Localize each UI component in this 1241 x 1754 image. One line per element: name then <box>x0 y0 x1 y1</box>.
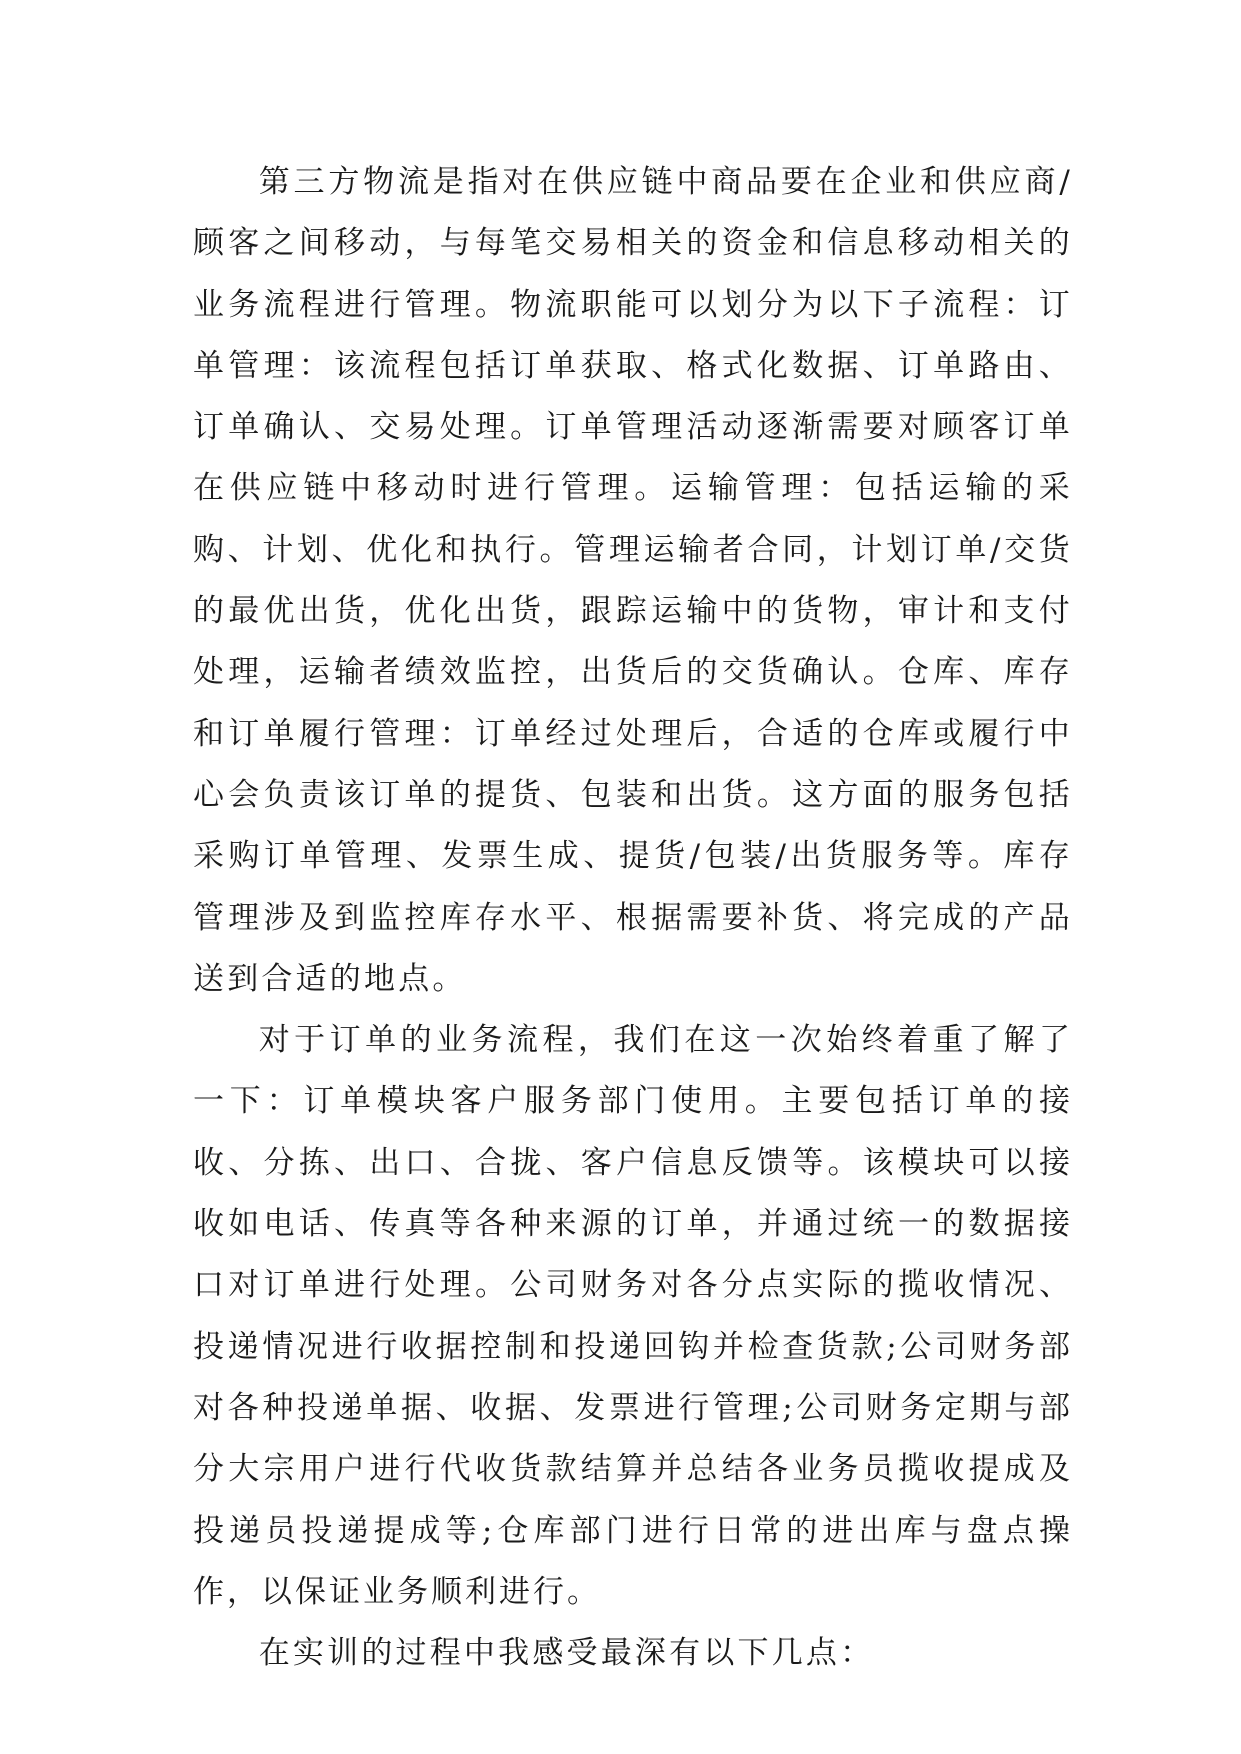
paragraph-logistics-definition: 第三方物流是指对在供应链中商品要在企业和供应商/顾客之间移动，与每笔交易相关的资金和信息移动相关的业务流程进行管理。物流职能可以划分为以下子流程：订单管理：该流程包括订单获取、格式化数据、订单路由、订单确认、交易处理。订单管理活动逐渐需要对顾客订单在供应链中移动时进行管理。运输管理：包括运输的采购、计划、优化和执行。管理运输者合同，计划订单/交货的最优出货，优化出货，跟踪运输中的货物，审计和支付处理，运输者绩效监控，出货后的交货确认。仓库、库存和订单履行管理：订单经过处理后，合适的仓库或履行中心会负责该订单的提货、包装和出货。这方面的服务包括采购订单管理、发票生成、提货/包装/出货服务等。库存管理涉及到监控库存水平、根据需要补货、将完成的产品送到合适的地点。 <box>193 164 1073 997</box>
document-body <box>193 152 1073 1684</box>
paragraph-order-process: 对于订单的业务流程，我们在这一次始终着重了解了一下：订单模块客户服务部门使用。主要包括订单的接收、分拣、出口、合拢、客户信息反馈等。该模块可以接收如电话、传真等各种来源的订单，并通过统一的数据接口对订单进行处理。公司财务对各分点实际的揽收情况、投递情况进行收据控制和投递回钩并检查货款;公司财务部对各种投递单据、收据、发票进行管理;公司财务定期与部分大宗用户进行代收货款结算并总结各业务员揽收提成及投递员投递提成等;仓库部门进行日常的进出库与盘点操作，以保证业务顺利进行。 <box>193 1022 1073 1610</box>
paragraph-training-reflection: 在实训的过程中我感受最深有以下几点： <box>258 1635 875 1672</box>
